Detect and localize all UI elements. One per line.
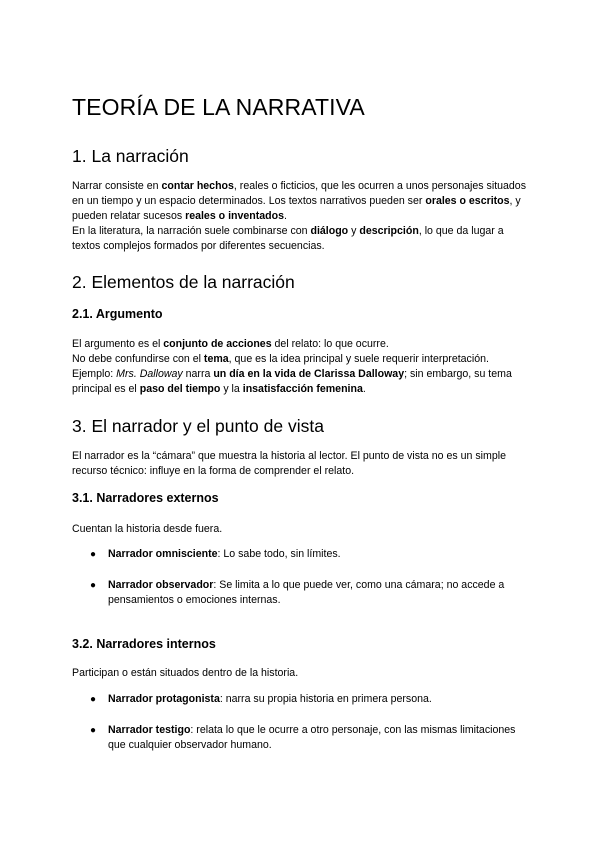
subsection-heading-internos: 3.2. Narradores internos <box>72 637 216 651</box>
paragraph-argumento-3: Ejemplo: Mrs. Dalloway narra un día en la vida de Clarissa Dalloway; sin embargo, su tema principal es el paso del tiempo y la insatisfacción femenina. <box>72 368 512 395</box>
paragraph-externos-intro: Cuentan la historia desde fuera. <box>72 523 223 535</box>
subsection-heading-externos: 3.1. Narradores externos <box>72 491 219 505</box>
document-title: TEORÍA DE LA NARRATIVA <box>72 94 365 120</box>
bullet-icon: ● <box>90 549 97 560</box>
section-heading-elementos: 2. Elementos de la narración <box>72 272 295 292</box>
document-page: TEORÍA DE LA NARRATIVA 1. La narración Narrar consiste en contar hechos, reales o ficticios, que les ocurren a unos personajes situados en un tiempo y un espacio determinados. Los textos narrativos pueden ser orales o escritos, y pueden relatar sucesos reales o inventados. En la literatura, la narración suele combinarse con diálogo y descripción, lo que da lugar a textos complejos formados por diferentes secuencias. 2. Elementos de la narración 2.1. Argumento El argumento es el conjunto de acciones del relato: lo que ocurre. No debe confundirse con el tema, que es la idea principal y suele requerir interpretación. Ejemplo: Mrs. Dalloway narra un día en la vida de Clarissa Dalloway; sin embargo, su tema principal es el paso del tiempo y la insatisfacción femenina. 3. El narrador y el punto de vista El narrador es la “cámara” que muestra la historia al lector. El punto de vista no es un simple recurso técnico: influye en la forma de comprender el relato. 3.1. Narradores externos Cuentan la historia desde fuera. ● Narrador omnisciente: Lo sabe todo, sin límites. ● Narrador observador: Se limita a lo que puede ver, como una cámara; no accede a pensamientos o emociones internas. 3.2. Narradores internos Participan o están situados dentro de la historia. ● Narrador protagonista: narra su propia historia en primera persona. ● Narrador testigo: relata lo que le ocurre a otro personaje, con las mismas limitaciones que cualquier observador humano. <box>0 0 600 848</box>
bullet-icon: ● <box>90 725 97 736</box>
section-heading-narracion: 1. La narración <box>72 146 189 166</box>
paragraph-argumento-1: El argumento es el conjunto de acciones del relato: lo que ocurre. <box>72 338 389 350</box>
subsection-heading-argumento: 2.1. Argumento <box>72 307 163 321</box>
bullet-icon: ● <box>90 580 97 591</box>
section-heading-narrador: 3. El narrador y el punto de vista <box>72 416 324 436</box>
bullet-icon: ● <box>90 694 97 705</box>
paragraph-narracion-2: En la literatura, la narración suele combinarse con diálogo y descripción, lo que da lugar a textos complejos formados por diferentes secuencias. <box>72 225 504 252</box>
paragraph-argumento-2: No debe confundirse con el tema, que es la idea principal y suele requerir interpretación. <box>72 353 489 365</box>
paragraph-internos-intro: Participan o están situados dentro de la historia. <box>72 667 299 679</box>
paragraph-narrador: El narrador es la “cámara” que muestra la historia al lector. El punto de vista no es un simple recurso técnico: influye en la forma de comprender el relato. <box>72 450 506 477</box>
paragraph-narracion-1: Narrar consiste en contar hechos, reales o ficticios, que les ocurren a unos personajes situados en un tiempo y un espacio determinados. Los textos narrativos pueden ser orales o escritos, y pueden relatar sucesos reales o inventados. <box>72 180 527 222</box>
